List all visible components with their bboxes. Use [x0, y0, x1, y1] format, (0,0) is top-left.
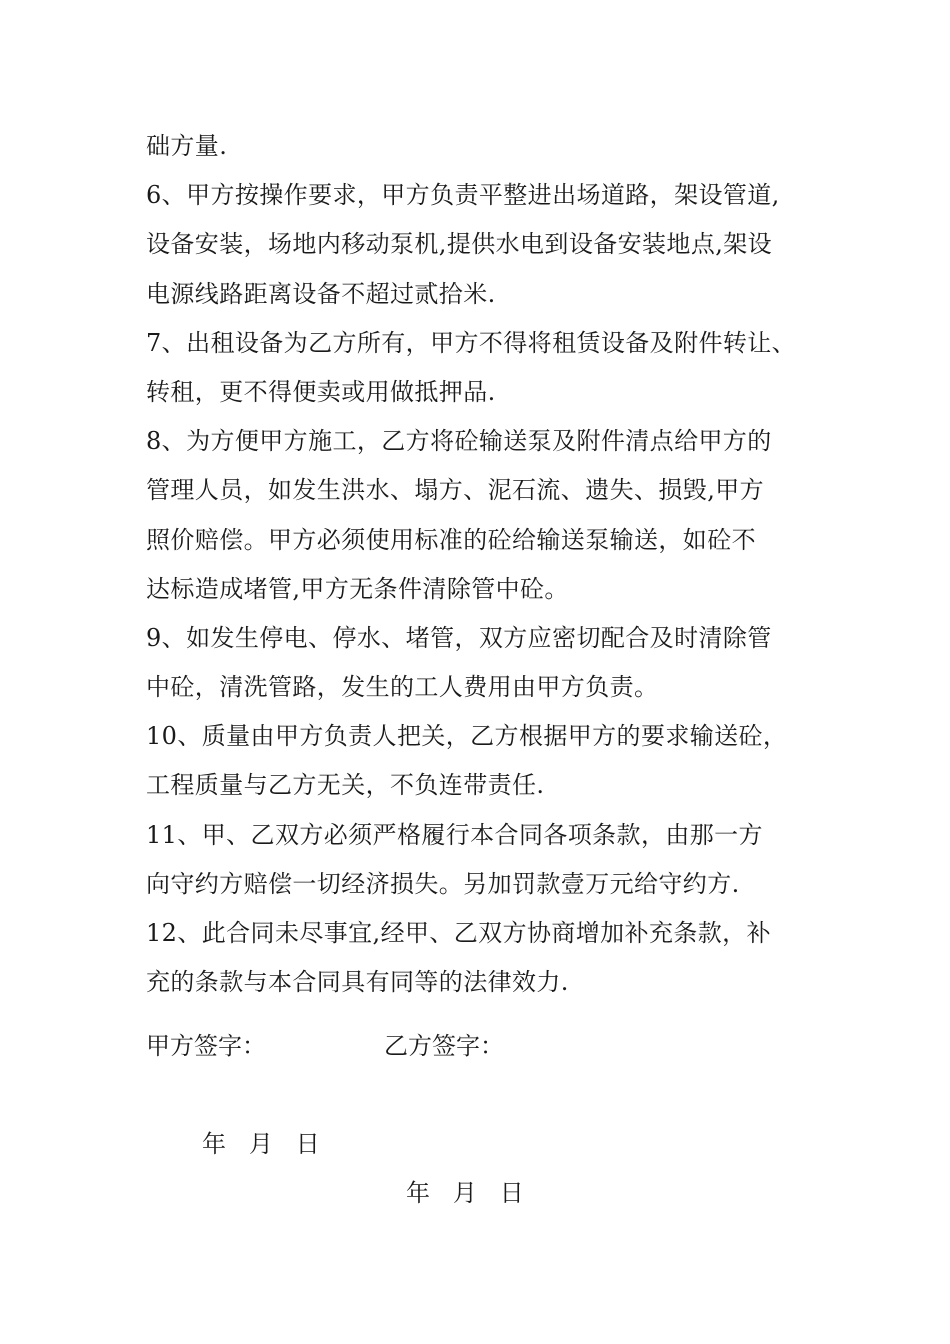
date-row	[146, 1071, 836, 1207]
clause-8-line-4: 达标造成堵管,甲方无条件清除管中砼。	[146, 574, 569, 603]
party-b-signature-label: 乙方签字：	[384, 1032, 504, 1060]
party-a-date: 年 月 日	[202, 1130, 320, 1158]
party-b-date: 年 月 日	[406, 1179, 524, 1207]
clause-8-line-1: 8、为方便甲方施工，乙方将砼输送泵及附件清点给甲方的	[146, 427, 772, 456]
clause-6-line-2: 设备安装，场地内移动泵机,提供水电到设备安装地点,架设	[146, 230, 773, 259]
party-a-signature-label: 甲方签字：	[146, 1032, 266, 1060]
clause-11-line-1: 11、甲、乙双方必须严格履行本合同各项条款，由那一方	[146, 820, 763, 849]
contract-line: 础方量.	[146, 132, 228, 160]
clause-8-line-3: 照价赔偿。甲方必须使用标准的砼给输送泵输送，如砼不	[146, 525, 756, 554]
clause-7-line-2: 转租，更不得便卖或用做抵押品.	[146, 377, 496, 406]
signature-row	[146, 1022, 836, 1071]
clause-8-line-2: 管理人员，如发生洪水、塌方、泥石流、遗失、损毁,甲方	[146, 476, 765, 505]
clause-9-line-1: 9、如发生停电、停水、堵管，双方应密切配合及时清除管	[146, 623, 772, 652]
clause-10-line-1: 10、质量由甲方负责人把关，乙方根据甲方的要求输送砼，	[146, 722, 788, 751]
clause-9-line-2: 中砼，清洗管路，发生的工人费用由甲方负责。	[146, 673, 659, 702]
clause-10-line-2: 工程质量与乙方无关，不负连带责任.	[146, 771, 545, 800]
clause-12-line-1: 12、此合同未尽事宜,经甲、乙双方协商增加补充条款，补	[146, 919, 771, 947]
clause-12-line-2: 充的条款与本合同具有同等的法律效力.	[146, 968, 569, 997]
clause-6-line-1: 6、甲方按操作要求，甲方负责平整进出场道路，架设管道,	[146, 181, 780, 210]
clause-6-line-3: 电源线路距离设备不超过贰拾米.	[146, 279, 496, 308]
clause-11-line-2: 向守约方赔偿一切经济损失。另加罚款壹万元给守约方.	[146, 869, 740, 898]
contract-body	[146, 122, 836, 1007]
clause-7-line-1: 7、出租设备为乙方所有，甲方不得将租赁设备及附件转让、	[146, 328, 797, 357]
